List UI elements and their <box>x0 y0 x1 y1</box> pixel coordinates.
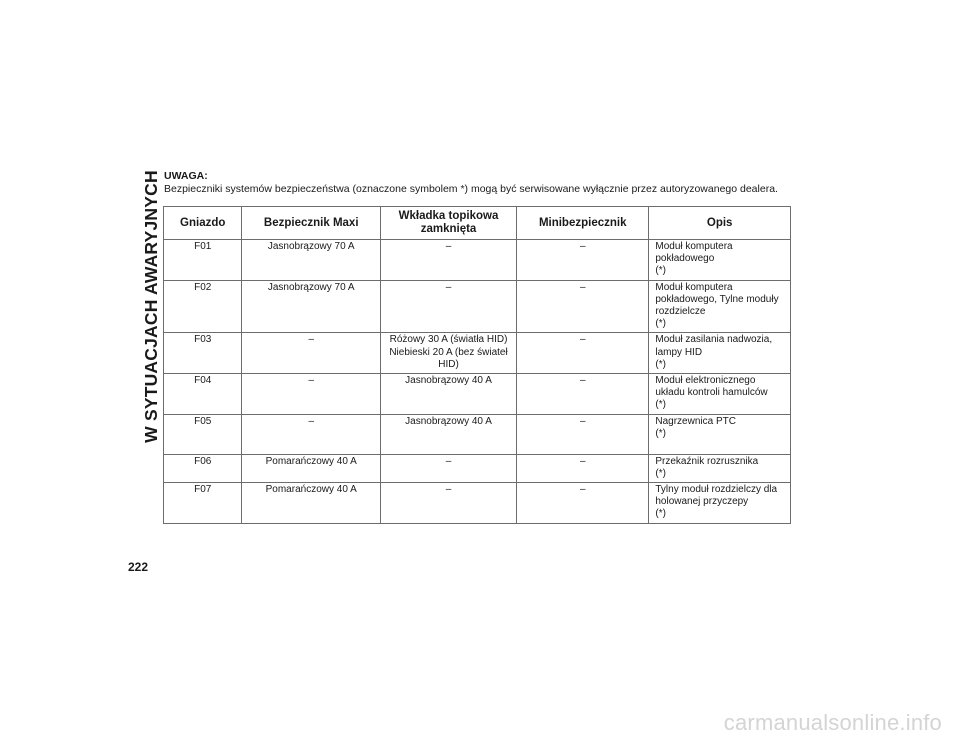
description-line: układu kontroli hamulców <box>655 387 768 399</box>
cell-mini-fuse: – <box>517 333 649 374</box>
cell-mini-fuse: – <box>517 374 649 415</box>
note-title: UWAGA: <box>164 170 208 182</box>
description-line: pokładowego <box>655 253 715 265</box>
cell-slot: F03 <box>164 333 242 374</box>
description-line: holowanej przyczepy <box>655 496 749 508</box>
description-line: Nagrzewnica PTC <box>655 415 736 427</box>
cell-slot: F05 <box>164 414 242 454</box>
table-row <box>164 333 791 374</box>
cell-mini-fuse: – <box>517 280 649 333</box>
cell-cartridge-fuse: Jasnobrązowy 40 A <box>380 374 516 415</box>
section-title-text: W SYTUACJACH AWARYJNYCH <box>140 169 161 443</box>
header-maxi-fuse: Bezpiecznik Maxi <box>242 207 381 240</box>
cell-slot: F01 <box>164 240 242 281</box>
cell-mini-fuse: – <box>517 414 649 454</box>
description-line: pokładowego, Tylne moduły <box>655 293 779 305</box>
description-line: rozdzielcze <box>655 306 706 318</box>
note-block <box>164 170 804 196</box>
table-row <box>164 374 791 415</box>
table-row <box>164 280 791 333</box>
description-line: (*) <box>655 265 666 277</box>
cell-maxi-fuse: – <box>242 414 381 454</box>
table-row <box>164 414 791 454</box>
description-line: (*) <box>655 399 666 411</box>
table-row <box>164 240 791 281</box>
note-text: Bezpieczniki systemów bezpieczeństwa (oznaczone symbolem *) mogą być serwisowane wyłącznie przez autoryzowanego dealera. <box>164 183 778 195</box>
cell-description <box>649 240 791 281</box>
section-side-title <box>136 169 166 443</box>
cell-cartridge-fuse: – <box>380 240 516 281</box>
description-line: (*) <box>655 427 666 439</box>
cell-description <box>649 483 791 524</box>
description-line: (*) <box>655 467 666 479</box>
page-number: 222 <box>128 560 149 574</box>
description-line: Tylny moduł rozdzielczy dla <box>655 484 778 496</box>
cell-cartridge-fuse: Jasnobrązowy 40 A <box>380 414 516 454</box>
cell-cartridge-fuse: – <box>380 454 516 482</box>
header-mini-fuse: Minibezpiecznik <box>517 207 649 240</box>
cell-description <box>649 374 791 415</box>
header-cartridge-fuse: Wkładka topikowa zamknięta <box>380 207 516 240</box>
description-line: (*) <box>655 318 666 330</box>
cell-slot: F07 <box>164 483 242 524</box>
cell-maxi-fuse: Pomarańczowy 40 A <box>242 483 381 524</box>
description-line: Moduł elektronicznego <box>655 375 756 387</box>
cell-slot: F02 <box>164 280 242 333</box>
description-line: lampy HID <box>655 346 703 358</box>
cell-maxi-fuse: Jasnobrązowy 70 A <box>242 240 381 281</box>
table-header-row <box>164 207 791 240</box>
watermark: carmanualsonline.info <box>723 710 942 735</box>
cell-description <box>649 333 791 374</box>
cell-cartridge-fuse: – <box>380 483 516 524</box>
table-row <box>164 483 791 524</box>
description-line: (*) <box>655 508 666 520</box>
fuse-table-body <box>164 240 791 524</box>
table-row <box>164 454 791 482</box>
header-description: Opis <box>649 207 791 240</box>
cell-maxi-fuse: – <box>242 374 381 415</box>
cell-maxi-fuse: Jasnobrązowy 70 A <box>242 280 381 333</box>
header-slot: Gniazdo <box>164 207 242 240</box>
description-line: Moduł komputera <box>655 281 733 293</box>
cell-description <box>649 280 791 333</box>
cell-description <box>649 454 791 482</box>
cell-cartridge-fuse: Różowy 30 A (światła HID) Niebieski 20 A (bez świateł HID) <box>380 333 516 374</box>
cell-description <box>649 414 791 454</box>
cell-maxi-fuse: – <box>242 333 381 374</box>
description-line: (*) <box>655 358 666 370</box>
fuse-table <box>163 206 791 524</box>
cell-slot: F04 <box>164 374 242 415</box>
cell-mini-fuse: – <box>517 454 649 482</box>
cell-maxi-fuse: Pomarańczowy 40 A <box>242 454 381 482</box>
description-line: Przekaźnik rozrusznika <box>655 455 759 467</box>
cell-cartridge-fuse: – <box>380 280 516 333</box>
description-line: Moduł komputera <box>655 241 733 252</box>
cell-slot: F06 <box>164 454 242 482</box>
cell-mini-fuse: – <box>517 483 649 524</box>
cell-mini-fuse: – <box>517 240 649 281</box>
description-line: Moduł zasilania nadwozia, <box>655 334 773 346</box>
